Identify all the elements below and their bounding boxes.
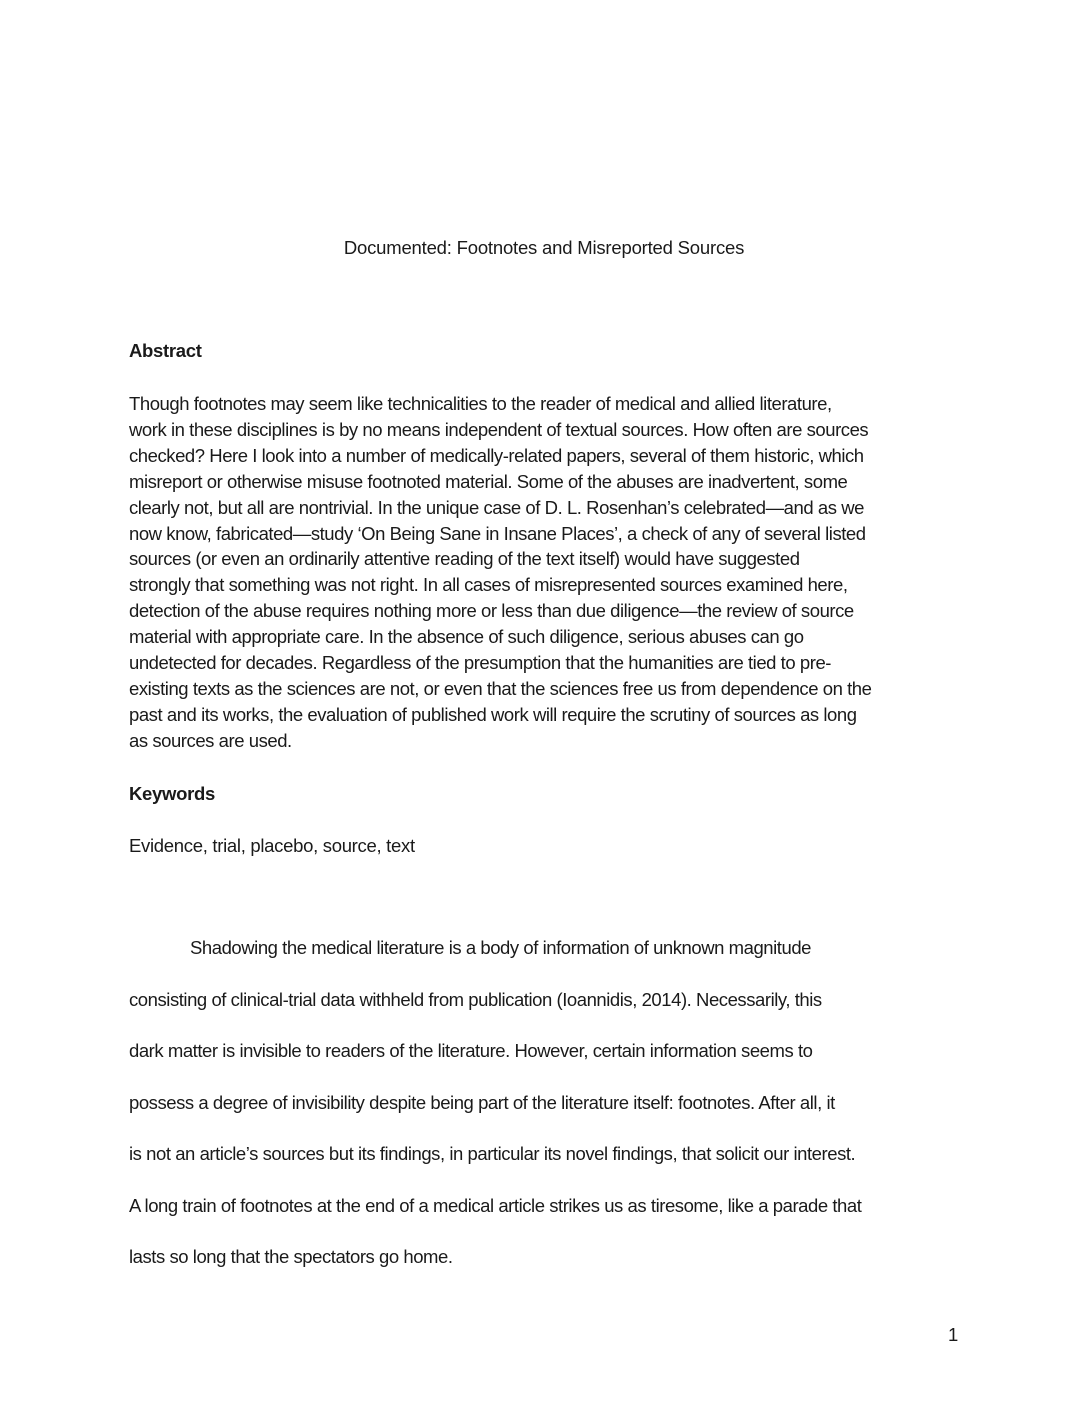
abstract-line: existing texts as the sciences are not, or even that the sciences free us from dependence on the bbox=[129, 677, 872, 699]
keywords-heading: Keywords bbox=[129, 783, 216, 804]
body-line: A long train of footnotes at the end of a medical article strikes us as tiresome, like a parade that bbox=[129, 1194, 862, 1216]
abstract-line: past and its works, the evaluation of published work will require the scrutiny of sources as long bbox=[129, 703, 857, 725]
page-number: 1 bbox=[948, 1324, 959, 1345]
body-paragraph bbox=[129, 935, 961, 1296]
abstract-line: as sources are used. bbox=[129, 729, 292, 751]
abstract-line: clearly not, but all are nontrivial. In the unique case of D. L. Rosenhan’s celebrated—and as we bbox=[129, 496, 864, 518]
keywords-list: Evidence, trial, placebo, source, text bbox=[129, 835, 415, 856]
abstract-line: now know, fabricated—study ‘On Being Sane in Insane Places’, a check of any of several listed bbox=[129, 522, 866, 544]
abstract-line: Though footnotes may seem like technicalities to the reader of medical and allied literature, bbox=[129, 393, 832, 414]
abstract-line: detection of the abuse requires nothing more or less than due diligence—the review of source bbox=[129, 600, 854, 622]
abstract-line: checked? Here I look into a number of medically-related papers, several of them historic, which bbox=[129, 444, 864, 466]
body-line: consisting of clinical-trial data withheld from publication (Ioannidis, 2014). Necessarily, this bbox=[129, 988, 822, 1010]
paper-title: Documented: Footnotes and Misreported Sources bbox=[343, 237, 745, 258]
body-line: dark matter is invisible to readers of the literature. However, certain information seems to bbox=[129, 1040, 813, 1062]
abstract-line: misreport or otherwise misuse footnoted material. Some of the abuses are inadvertent, some bbox=[129, 470, 848, 492]
body-line: possess a degree of invisibility despite being part of the literature itself: footnotes. After all, it bbox=[129, 1091, 835, 1113]
body-line: is not an article’s sources but its findings, in particular its novel findings, that solicit our interest. bbox=[129, 1143, 856, 1165]
abstract-line: undetected for decades. Regardless of the presumption that the humanities are tied to pre- bbox=[129, 652, 832, 674]
body-line: Shadowing the medical literature is a body of information of unknown magnitude bbox=[190, 937, 812, 958]
abstract-line: work in these disciplines is by no means independent of textual sources. How often are sources bbox=[129, 418, 869, 440]
abstract-line: strongly that something was not right. In all cases of misrepresented sources examined here, bbox=[129, 574, 848, 596]
body-line: lasts so long that the spectators go home. bbox=[129, 1246, 453, 1268]
abstract-heading: Abstract bbox=[129, 340, 202, 361]
abstract-line: material with appropriate care. In the absence of such diligence, serious abuses can go bbox=[129, 626, 804, 648]
abstract-line: sources (or even an ordinarily attentive reading of the text itself) would have suggested bbox=[129, 548, 800, 570]
abstract-text bbox=[129, 391, 961, 754]
